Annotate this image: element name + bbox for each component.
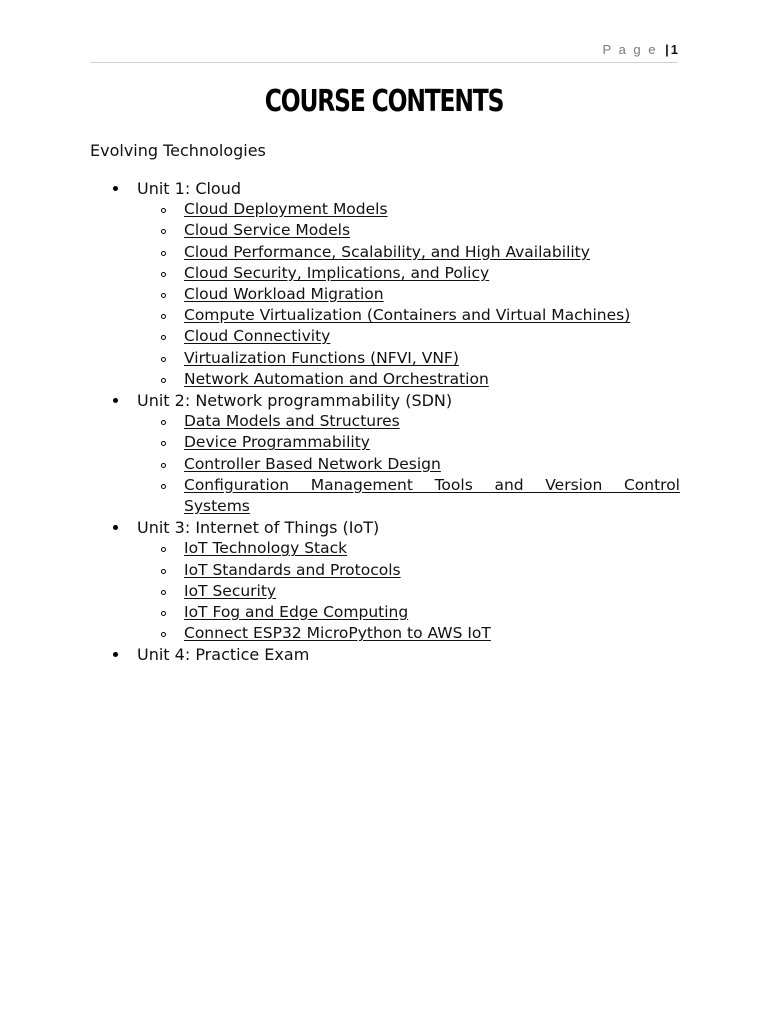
document-title: COURSE CONTENTS	[264, 84, 504, 119]
page-number: 1	[670, 42, 678, 57]
bullet-circle-icon	[161, 335, 166, 340]
topic-item[interactable]	[137, 369, 680, 390]
unit-item	[90, 517, 680, 644]
header-rule	[90, 62, 678, 63]
bullet-circle-icon	[161, 314, 166, 319]
topic-link[interactable]: Cloud Performance, Scalability, and High Availability	[184, 242, 590, 261]
topic-list	[137, 411, 680, 517]
bullet-dot-icon	[113, 398, 118, 403]
topic-item[interactable]	[137, 581, 680, 602]
unit-item	[90, 390, 680, 517]
topic-link[interactable]: Cloud Connectivity	[184, 327, 331, 346]
unit-label: Unit 2: Network programmability (SDN)	[137, 391, 453, 411]
page-header	[603, 42, 678, 57]
bullet-circle-icon	[161, 272, 166, 277]
bullet-circle-icon	[161, 547, 166, 552]
bullet-circle-icon	[161, 632, 166, 637]
bullet-circle-icon	[161, 420, 166, 425]
topic-link[interactable]: IoT Standards and Protocols	[184, 560, 401, 579]
topic-item[interactable]	[137, 560, 680, 581]
topic-item[interactable]	[137, 263, 680, 284]
bullet-circle-icon	[161, 229, 166, 234]
topic-link[interactable]: Data Models and Structures	[184, 412, 400, 431]
bullet-circle-icon	[161, 357, 166, 362]
topic-item[interactable]	[137, 475, 680, 517]
topic-item[interactable]	[137, 242, 680, 263]
topic-link[interactable]: Connect ESP32 MicroPython to AWS IoT	[184, 624, 491, 643]
unit-label: Unit 3: Internet of Things (IoT)	[137, 518, 380, 538]
unit-list	[90, 178, 680, 666]
topic-link[interactable]: Network Automation and Orchestration	[184, 369, 489, 388]
topic-item[interactable]	[137, 348, 680, 369]
bullet-circle-icon	[161, 569, 166, 574]
bullet-dot-icon	[113, 652, 118, 657]
bullet-circle-icon	[161, 611, 166, 616]
bullet-dot-icon	[113, 525, 118, 530]
bullet-dot-icon	[113, 186, 118, 191]
bullet-circle-icon	[161, 590, 166, 595]
topic-item[interactable]	[137, 411, 680, 432]
topic-item[interactable]	[137, 623, 680, 644]
topic-item[interactable]	[137, 199, 680, 220]
topic-link[interactable]: IoT Technology Stack	[184, 539, 348, 558]
bullet-circle-icon	[161, 441, 166, 446]
page-separator: |	[665, 42, 669, 57]
topic-item[interactable]	[137, 326, 680, 347]
topic-link[interactable]: IoT Security	[184, 581, 277, 600]
topic-link[interactable]: Cloud Service Models	[184, 221, 351, 240]
topic-link[interactable]: Cloud Security, Implications, and Policy	[184, 263, 490, 282]
topic-link[interactable]: Cloud Workload Migration	[184, 285, 384, 304]
topic-item[interactable]	[137, 305, 680, 326]
bullet-circle-icon	[161, 463, 166, 468]
topic-link-line1[interactable]: Configuration Management Tools and Version Control	[184, 475, 680, 494]
topic-list	[137, 199, 680, 390]
bullet-circle-icon	[161, 484, 166, 489]
page-label: P a g e	[602, 42, 658, 57]
unit-label: Unit 4: Practice Exam	[137, 645, 310, 665]
topic-link[interactable]: Controller Based Network Design	[184, 454, 441, 473]
topic-item[interactable]	[137, 602, 680, 623]
bullet-circle-icon	[161, 378, 166, 383]
topic-item[interactable]	[137, 432, 680, 453]
topic-item[interactable]	[137, 220, 680, 241]
topic-link[interactable]: IoT Fog and Edge Computing	[184, 603, 409, 622]
bullet-circle-icon	[161, 208, 166, 213]
bullet-circle-icon	[161, 251, 166, 256]
topic-link[interactable]: Cloud Deployment Models	[184, 200, 388, 219]
unit-item	[90, 178, 680, 390]
topic-list	[137, 538, 680, 644]
topic-link-line2[interactable]: Systems	[184, 497, 250, 516]
topic-item[interactable]	[137, 454, 680, 475]
unit-item	[90, 644, 680, 665]
topic-item[interactable]	[137, 284, 680, 305]
topic-item[interactable]	[137, 538, 680, 559]
topic-link[interactable]: Compute Virtualization (Containers and Virtual Machines)	[184, 306, 631, 325]
topic-link[interactable]: Device Programmability	[184, 433, 370, 452]
topic-link[interactable]: Virtualization Functions (NFVI, VNF)	[184, 348, 459, 367]
subject-heading: Evolving Technologies	[90, 141, 266, 160]
unit-label: Unit 1: Cloud	[137, 179, 242, 198]
bullet-circle-icon	[161, 293, 166, 298]
